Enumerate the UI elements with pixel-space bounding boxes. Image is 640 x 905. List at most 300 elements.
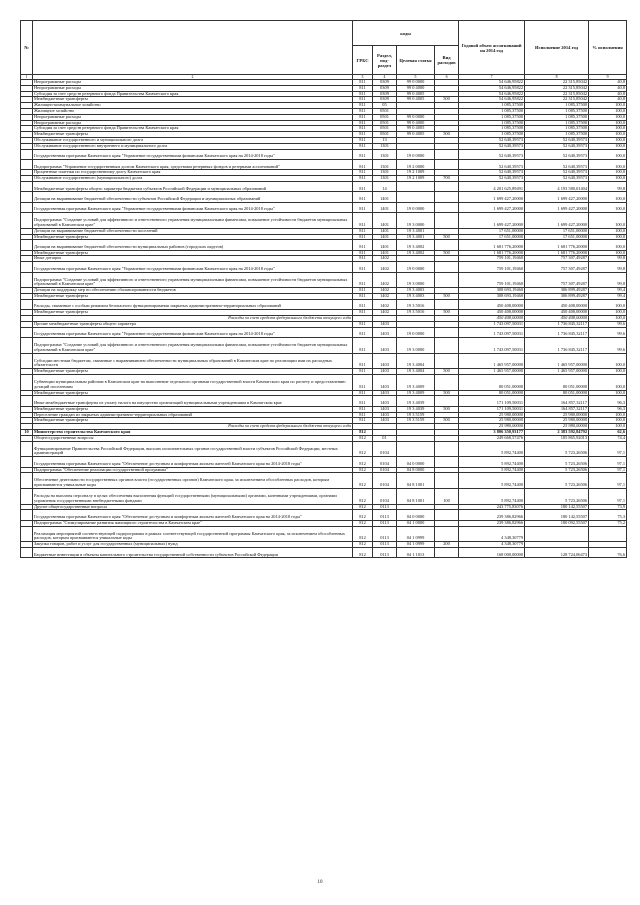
row-razdel: 1402 xyxy=(373,288,397,294)
row-annual: 308 693,19460 xyxy=(459,288,525,294)
row-grbs: 812 xyxy=(353,435,373,441)
row-name: Субвенции муниципальным районам в Камчатском крае на выполнение отдельного органами государственной власти Камчатского края по расчету и предоставлению дотаций поселениям xyxy=(33,375,353,391)
row-grbs: 811 xyxy=(353,228,373,234)
row-vr xyxy=(435,526,459,542)
row-vr xyxy=(435,149,459,159)
row-name: Подпрограмма "Управление государственным долгом Камчатского края, средствами резервных фондов и резервами ассигнований" xyxy=(33,159,353,169)
row-pct: 99,8 xyxy=(589,256,627,262)
row-name: Обслуживание государственного (муниципального) долга xyxy=(33,176,353,182)
row-number: 10 xyxy=(21,429,33,435)
row-annual: 4 348,30779 xyxy=(459,526,525,542)
row-exec: 2 383 592,84792 xyxy=(525,429,589,435)
row-target: 19 3 4002 xyxy=(397,240,435,250)
row-pct: 100,0 xyxy=(589,143,627,149)
report-page xyxy=(20,20,626,558)
row-exec: 306 899,49287 xyxy=(525,294,589,300)
row-annual: 450 408,00000 xyxy=(459,299,525,309)
row-name: Расходы за счет средств федерального бюджета текущего года xyxy=(33,316,353,322)
row-pct: 99,6 xyxy=(589,327,627,337)
table-row xyxy=(21,192,627,202)
row-target: 19 0 0000 xyxy=(397,327,435,337)
row-name: Государственная программа Камчатского края "Управление государственными финансами Камчатского края на 2014-2018 годы" xyxy=(33,149,353,159)
row-vr: 500 xyxy=(435,390,459,396)
row-vr: 500 xyxy=(435,234,459,240)
row-grbs: 811 xyxy=(353,120,373,126)
row-annual: 4 348,30779 xyxy=(459,542,525,548)
row-annual: 80 051,00000 xyxy=(459,390,525,396)
row-grbs: 811 xyxy=(353,396,373,406)
row-vr xyxy=(435,299,459,309)
row-grbs: 811 xyxy=(353,321,373,327)
row-pct: 100,0 xyxy=(589,250,627,256)
row-pct: 99,8 xyxy=(589,272,627,288)
row-exec: 757 307,49287 xyxy=(525,272,589,288)
row-target: 99 0 4005 xyxy=(397,91,435,97)
row-razdel: 0113 xyxy=(373,542,397,548)
row-razdel: 0113 xyxy=(373,526,397,542)
row-pct: 100,0 xyxy=(589,375,627,391)
row-vr: 500 xyxy=(435,369,459,375)
row-vr xyxy=(435,441,459,457)
row-annual: 1 743 097,50031 xyxy=(459,321,525,327)
col-grbs-header: ГРБС xyxy=(353,46,373,75)
row-razdel: 1403 xyxy=(373,369,397,375)
row-pct: 96,3 xyxy=(589,406,627,412)
row-pct: 100,0 xyxy=(589,353,627,369)
row-pct: 97,1 xyxy=(589,488,627,504)
row-grbs: 811 xyxy=(353,132,373,138)
table-row xyxy=(21,526,627,542)
table-row xyxy=(21,338,627,354)
row-name: Дотации на поддержку мер по обеспечению сбалансированности бюджетов xyxy=(33,288,353,294)
row-annual: 1 465 957,00000 xyxy=(459,353,525,369)
row-number xyxy=(21,473,33,489)
row-annual: 52 640,39573 xyxy=(459,143,525,149)
row-annual: 54 646,95822 xyxy=(459,91,525,97)
row-exec: 450 408,00000 xyxy=(525,316,589,322)
row-pct: 99,4 xyxy=(589,294,627,300)
row-grbs: 811 xyxy=(353,80,373,86)
table-row xyxy=(21,213,627,229)
row-target xyxy=(397,192,435,202)
row-target: 04 0 0000 xyxy=(397,457,435,467)
row-grbs: 811 xyxy=(353,406,373,412)
row-exec: 180 142,55507 xyxy=(525,510,589,520)
row-name: Межбюджетные трансферты xyxy=(33,418,353,424)
row-grbs: 812 xyxy=(353,520,373,526)
row-razdel: 0113 xyxy=(373,520,397,526)
table-row xyxy=(21,375,627,391)
row-target: 19 3 4039 xyxy=(397,396,435,406)
row-exec: 164 857,32117 xyxy=(525,396,589,406)
row-vr xyxy=(435,457,459,467)
row-name: Жилищное хозяйство xyxy=(33,108,353,114)
row-exec: 4 193 580,01404 xyxy=(525,181,589,191)
row-target: 19 2 0000 xyxy=(397,159,435,169)
row-vr xyxy=(435,353,459,369)
budget-execution-table xyxy=(20,20,627,558)
row-number xyxy=(21,547,33,557)
row-exec: 1 085,37500 xyxy=(525,132,589,138)
row-name: Межбюджетные трансферты xyxy=(33,390,353,396)
row-name: Межбюджетные трансферты xyxy=(33,369,353,375)
table-row xyxy=(21,457,627,467)
row-name: Государственная программа Камчатского края "Обеспечение доступным и комфортным жильем жителей Камчатского края на 2014-2018 годы" xyxy=(33,457,353,467)
row-pct: 40,8 xyxy=(589,80,627,86)
row-pct: 100,0 xyxy=(589,412,627,418)
row-annual: 54 646,95822 xyxy=(459,80,525,86)
row-razdel: 1301 xyxy=(373,143,397,149)
row-pct: 100,0 xyxy=(589,299,627,309)
row-target: 99 0 0000 xyxy=(397,114,435,120)
row-annual: 249 668,57476 xyxy=(459,435,525,441)
row-annual: 1 699 427,20000 xyxy=(459,202,525,212)
row-razdel: 1402 xyxy=(373,256,397,262)
row-target: 99 0 4005 xyxy=(397,126,435,132)
row-grbs: 811 xyxy=(353,412,373,418)
row-pct xyxy=(589,526,627,542)
row-annual: 5 892,74400 xyxy=(459,457,525,467)
row-target: 19 3 4004 xyxy=(397,369,435,375)
row-grbs: 812 xyxy=(353,429,373,435)
row-number xyxy=(21,240,33,250)
row-grbs: 811 xyxy=(353,272,373,288)
row-target: 19 2 1009 xyxy=(397,176,435,182)
row-exec: 450 408,00000 xyxy=(525,299,589,309)
row-exec: 80 051,00000 xyxy=(525,375,589,391)
row-vr xyxy=(435,159,459,169)
row-grbs: 812 xyxy=(353,547,373,557)
row-pct: 99,8 xyxy=(589,262,627,272)
row-name: Иные межбюджетные трансферты из уплату налога на имущество организаций муниципальными учреждениями в Камчатском крае xyxy=(33,396,353,406)
row-razdel: 0501 xyxy=(373,114,397,120)
row-number xyxy=(21,375,33,391)
col-exec-header: Исполнение 2014 год xyxy=(525,21,589,75)
row-razdel: 0113 xyxy=(373,504,397,510)
row-pct: 100,0 xyxy=(589,390,627,396)
row-target: 04 1 1013 xyxy=(397,547,435,557)
row-vr xyxy=(435,510,459,520)
row-grbs: 811 xyxy=(353,213,373,229)
row-exec: 52 640,39573 xyxy=(525,149,589,159)
row-grbs: 811 xyxy=(353,97,373,103)
row-grbs: 811 xyxy=(353,108,373,114)
row-name: Прочие межбюджетные трансферты общего характера xyxy=(33,321,353,327)
row-annual: 25 980,00000 xyxy=(459,412,525,418)
row-annual: 1 465 957,00000 xyxy=(459,369,525,375)
row-pct: 96,3 xyxy=(589,396,627,406)
row-grbs: 812 xyxy=(353,467,373,473)
row-annual: 52 640,39573 xyxy=(459,170,525,176)
row-exec: 52 640,39573 xyxy=(525,159,589,169)
row-exec: 5 723,26506 xyxy=(525,441,589,457)
row-name: Государственная программа Камчатского края "Обеспечение доступным и комфортным жильем жителей Камчатского края на 2014-2018 годы" xyxy=(33,510,353,520)
row-exec: 757 307,49287 xyxy=(525,262,589,272)
row-razdel: 1403 xyxy=(373,418,397,424)
row-exec: 5 723,26506 xyxy=(525,488,589,504)
row-pct: 100,0 xyxy=(589,159,627,169)
row-exec: 180 092,55507 xyxy=(525,520,589,526)
row-annual: 5 892,74400 xyxy=(459,488,525,504)
row-name: Субсидия за счет средств резервного фонда Правительства Камчатского края xyxy=(33,91,353,97)
row-annual: 4 201 625,89491 xyxy=(459,181,525,191)
table-row xyxy=(21,202,627,212)
row-razdel: 0104 xyxy=(373,473,397,489)
row-annual: 54 646,95822 xyxy=(459,97,525,103)
row-name: Субсидия за счет средств резервного фонда Правительства Камчатского края xyxy=(33,126,353,132)
row-grbs: 811 xyxy=(353,192,373,202)
row-annual: 17 651,00000 xyxy=(459,234,525,240)
row-name: Министерство строительства Камчатского края xyxy=(33,429,353,435)
row-vr: 100 xyxy=(435,488,459,504)
row-exec: 1 465 957,00000 xyxy=(525,353,589,369)
row-target: 04 0 0000 xyxy=(397,510,435,520)
row-target: 19 0 0000 xyxy=(397,202,435,212)
row-exec: 1 681 776,20000 xyxy=(525,240,589,250)
row-annual: 1 681 776,20000 xyxy=(459,250,525,256)
row-grbs: 811 xyxy=(353,91,373,97)
row-vr: 500 xyxy=(435,250,459,256)
row-grbs: 811 xyxy=(353,390,373,396)
row-name: Межбюджетные трансферты xyxy=(33,132,353,138)
table-row xyxy=(21,299,627,309)
row-grbs: 811 xyxy=(353,143,373,149)
row-annual: 5 892,74400 xyxy=(459,441,525,457)
row-razdel: 1403 xyxy=(373,375,397,391)
row-pct: 100,0 xyxy=(589,316,627,322)
row-name: Межбюджетные трансферты xyxy=(33,406,353,412)
row-grbs: 811 xyxy=(353,85,373,91)
row-target: 19 3 4003 xyxy=(397,288,435,294)
row-number xyxy=(21,262,33,272)
row-razdel: 13 xyxy=(373,137,397,143)
row-number xyxy=(21,526,33,542)
row-vr xyxy=(435,192,459,202)
row-exec: 1 681 776,20000 xyxy=(525,250,589,256)
column-index-cell: 2 xyxy=(33,75,353,80)
row-exec: 185 865,92013 xyxy=(525,435,589,441)
row-grbs: 812 xyxy=(353,504,373,510)
row-vr: 500 xyxy=(435,97,459,103)
row-name: Межбюджетные трансферты общего характера бюджетам субъектов Российской Федерации и муниципальных образований xyxy=(33,181,353,191)
row-target: 19 3 4002 xyxy=(397,250,435,256)
row-vr: 500 xyxy=(435,294,459,300)
row-exec: 1 085,37500 xyxy=(525,103,589,109)
row-exec: 1 736 845,32117 xyxy=(525,321,589,327)
row-number xyxy=(21,159,33,169)
table-row xyxy=(21,473,627,489)
row-razdel: 1403 xyxy=(373,396,397,406)
row-grbs: 812 xyxy=(353,441,373,457)
row-target: 04 1 0999 xyxy=(397,526,435,542)
row-annual: 3 806 350,93177 xyxy=(459,429,525,435)
col-razdel-header: Раздел, под-раздел xyxy=(373,46,397,75)
column-index-cell: 1 xyxy=(21,75,33,80)
row-annual: 52 640,39573 xyxy=(459,137,525,143)
table-row xyxy=(21,327,627,337)
col-cs-header: Целевая статья xyxy=(397,46,435,75)
row-name: Функционирование Правительства Российской Федерации, высших исполнительных органов государственной власти субъектов Российской Федерации, местных администраций xyxy=(33,441,353,457)
row-grbs: 811 xyxy=(353,149,373,159)
row-razdel: 1403 xyxy=(373,353,397,369)
row-target: 04 8 1001 xyxy=(397,473,435,489)
row-exec: 25 980,00000 xyxy=(525,418,589,424)
row-name: Жилищно-коммунальное хозяйство xyxy=(33,103,353,109)
column-index-cell: 3 xyxy=(353,75,373,80)
row-name: Государственная программа Камчатского края "Управление государственными финансами Камчатского края на 2014-2018 годы" xyxy=(33,202,353,212)
row-razdel: 1402 xyxy=(373,294,397,300)
row-pct: 99,6 xyxy=(589,321,627,327)
row-annual: 759 101,19460 xyxy=(459,272,525,288)
row-name: Подпрограмма "Создание условий для эффективного и ответственного управления муниципальными финансами, повышение устойчивости бюджетов муниципальных образований в Камчатском крае" xyxy=(33,338,353,354)
row-number xyxy=(21,353,33,369)
row-razdel: 1402 xyxy=(373,262,397,272)
row-razdel: 1403 xyxy=(373,412,397,418)
row-vr xyxy=(435,473,459,489)
row-razdel: 1401 xyxy=(373,192,397,202)
row-annual: 80 051,00000 xyxy=(459,375,525,391)
row-razdel: 1401 xyxy=(373,240,397,250)
row-razdel: 0104 xyxy=(373,441,397,457)
row-exec: 1 699 427,20000 xyxy=(525,192,589,202)
row-name: Закупка товаров, работ и услуг для государственных (муниципальных) нужд xyxy=(33,542,353,548)
row-grbs: 811 xyxy=(353,294,373,300)
row-target: 04 1 0999 xyxy=(397,542,435,548)
table-row xyxy=(21,547,627,557)
row-vr xyxy=(435,202,459,212)
row-grbs: 811 xyxy=(353,234,373,240)
row-number xyxy=(21,149,33,159)
row-name: Подпрограмма "Стимулирование развития жилищного строительства в Камчатском крае" xyxy=(33,520,353,526)
row-target: 19 3 4039 xyxy=(397,406,435,412)
row-target: 99 0 4005 xyxy=(397,132,435,138)
row-target: 19 2 1009 xyxy=(397,170,435,176)
table-row xyxy=(21,181,627,191)
row-pct: 100,0 xyxy=(589,234,627,240)
row-name: Подпрограмма "Обеспечение реализации государственной программы" xyxy=(33,467,353,473)
row-razdel: 1401 xyxy=(373,202,397,212)
row-razdel: 1403 xyxy=(373,406,397,412)
row-name: Расходы, связанные с особым режимом безопасного функционирования закрытых административно-территориальных образований xyxy=(33,299,353,309)
row-annual: 1 681 776,20000 xyxy=(459,240,525,250)
row-exec: 52 640,39573 xyxy=(525,137,589,143)
row-razdel: 1402 xyxy=(373,299,397,309)
row-razdel: 1401 xyxy=(373,250,397,256)
row-exec: 17 651,00000 xyxy=(525,234,589,240)
row-grbs: 811 xyxy=(353,327,373,337)
row-name: Дотации на выравнивание бюджетной обеспеченности поселений xyxy=(33,228,353,234)
row-razdel: 1301 xyxy=(373,170,397,176)
row-pct: 97,1 xyxy=(589,457,627,467)
row-annual: 25 980,00000 xyxy=(459,424,525,430)
row-exec: 22 315,85042 xyxy=(525,85,589,91)
row-number xyxy=(21,338,33,354)
row-vr xyxy=(435,375,459,391)
row-grbs: 811 xyxy=(353,299,373,309)
row-grbs: 812 xyxy=(353,510,373,520)
row-pct: 100,0 xyxy=(589,114,627,120)
row-annual: 1 085,37500 xyxy=(459,126,525,132)
row-razdel: 0501 xyxy=(373,108,397,114)
row-vr xyxy=(435,240,459,250)
row-annual: 450 408,00000 xyxy=(459,316,525,322)
row-target: 19 3 4009 xyxy=(397,390,435,396)
row-pct: 99,4 xyxy=(589,288,627,294)
row-razdel: 1403 xyxy=(373,321,397,327)
row-target: 19 3 5159 xyxy=(397,412,435,418)
row-exec: 52 640,39573 xyxy=(525,176,589,182)
row-razdel: 1403 xyxy=(373,327,397,337)
row-exec: 306 899,49287 xyxy=(525,288,589,294)
col-name-header xyxy=(33,21,353,75)
row-annual: 1 699 427,20000 xyxy=(459,192,525,202)
table-row xyxy=(21,272,627,288)
row-annual: 243 775,83076 xyxy=(459,504,525,510)
row-exec: 25 980,00000 xyxy=(525,424,589,430)
row-name: Обеспечение деятельности государственных органов власти (государственных органов) Камчатского края, за исключением обособленных расходов, которым присваиваются уникальные коды xyxy=(33,473,353,489)
row-vr: 500 xyxy=(435,406,459,412)
row-razdel: 1401 xyxy=(373,228,397,234)
row-pct: 100,0 xyxy=(589,176,627,182)
row-annual: 17 651,00000 xyxy=(459,228,525,234)
row-pct: 100,0 xyxy=(589,418,627,424)
row-pct: 100,0 xyxy=(589,240,627,250)
row-grbs: 811 xyxy=(353,375,373,391)
row-vr: 500 xyxy=(435,418,459,424)
table-row xyxy=(21,159,627,169)
row-annual: 308 693,19460 xyxy=(459,294,525,300)
row-number xyxy=(21,299,33,309)
row-grbs: 811 xyxy=(353,369,373,375)
page-number: 10 xyxy=(317,880,323,885)
row-pct: 100,0 xyxy=(589,170,627,176)
col-vr-header: Вид расходов xyxy=(435,46,459,75)
table-row xyxy=(21,240,627,250)
column-index-cell: 8 xyxy=(525,75,589,80)
row-pct: 100,0 xyxy=(589,213,627,229)
row-name: Расходы за счет средств федерального бюджета текущего года xyxy=(33,424,353,430)
column-index-cell: 4 xyxy=(373,75,397,80)
row-pct: 76,6 xyxy=(589,547,627,557)
row-name: Иные дотации xyxy=(33,256,353,262)
row-vr xyxy=(435,338,459,354)
row-name: Обслуживание государственного и муниципального долга xyxy=(33,137,353,143)
row-name: Обслуживание государственного внутреннего и муниципального долга xyxy=(33,143,353,149)
row-exec: 80 051,00000 xyxy=(525,390,589,396)
row-name: Общегосударственные вопросы xyxy=(33,435,353,441)
row-target: 19 3 0000 xyxy=(397,338,435,354)
row-razdel: 0113 xyxy=(373,547,397,557)
row-name: Межбюджетные трансферты xyxy=(33,294,353,300)
row-grbs: 811 xyxy=(353,262,373,272)
row-vr xyxy=(435,396,459,406)
row-vr xyxy=(435,547,459,557)
column-index-cell: 9 xyxy=(589,75,627,80)
row-razdel: 0104 xyxy=(373,467,397,473)
row-pct: 62,6 xyxy=(589,429,627,435)
row-exec: 757 307,49287 xyxy=(525,256,589,262)
row-target: 19 3 0000 xyxy=(397,213,435,229)
row-exec: 5 723,26506 xyxy=(525,473,589,489)
row-number xyxy=(21,441,33,457)
row-annual: 1 743 097,50031 xyxy=(459,338,525,354)
row-pct: 100,0 xyxy=(589,310,627,316)
row-razdel: 05 xyxy=(373,103,397,109)
row-pct: 40,8 xyxy=(589,97,627,103)
row-exec xyxy=(525,526,589,542)
row-target: 99 0 4005 xyxy=(397,97,435,103)
row-name: Непрограммные расходы xyxy=(33,85,353,91)
